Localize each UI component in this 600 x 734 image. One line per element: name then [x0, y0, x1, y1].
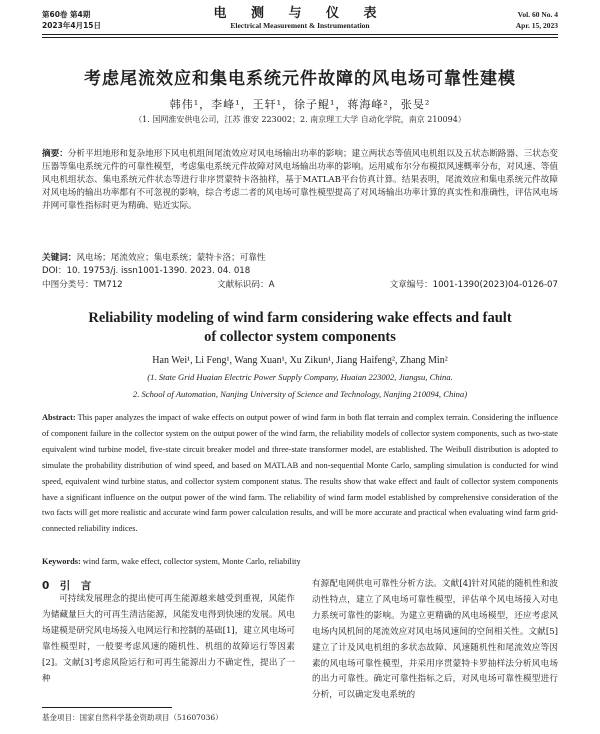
paper-title-en	[40, 309, 560, 347]
footnote-rule	[42, 707, 172, 708]
body-paragraph-left: 可持续发展理念的提出使可再生能源越来越受到重视，风能作为储藏量巨大的可再生清洁能源，风能发电得到快速的发展。风电场建模是研究风电场接入电网运行和控制的基础[1]，建立风电场可靠性模型时，一般要考虑风速的随机性、机组的故障运行等因素[2]。文献[3]考虑风险运行和可再生能源出力不确定性，提出了一种	[42, 594, 295, 684]
affiliation-en-1: (1. State Grid Huaian Electric Power Supply Company, Huaian 223002, Jiangsu, China.	[147, 372, 453, 382]
abstract-cn-label: 摘要：	[42, 149, 68, 159]
keywords-cn-text: 风电场；尾流效应；集电系统；蒙特卡洛；可靠性	[76, 253, 266, 263]
abstract-en-label: Abstract:	[42, 413, 76, 422]
header-volume-info	[42, 9, 101, 31]
header-volume-cn: 第60卷 第4期	[42, 10, 91, 19]
article-number: 文章编号：1001-1390(2023)04-0126-07	[389, 280, 558, 290]
abstract-cn-text: 分析平坦地形和复杂地形下风电机组间尾流效应对风电场输出功率的影响；建立两状态等值风电机组以及五状态断路器、三状态变压器等集电系统元件的可靠性模型，考虑集电系统元件故障对风电场输出功率的影响。运用威布尔分布模拟风速概率分布，对风速、等值风电机组状态、集电系统元件状态等进行非序贯蒙特卡洛抽样，基于MATLAB平台仿真计算。结果表明，尾流效应和集电系统元件故障对风电场的输出功率都有不可忽视的影响，综合考虑二者的风电场可靠性模型提高了对风场输出功率计算的真实性和准确性，评估风电场并网可靠性指标时更为精确、贴近实际。	[42, 149, 558, 212]
paper-title-en-line1: Reliability modeling of wind farm considering wake effects and fault	[88, 310, 512, 326]
header-rule-thin	[42, 37, 558, 38]
abstract-cn	[42, 148, 558, 213]
affiliation-cn: （1. 国网淮安供电公司，江苏 淮安 223002；2. 南京理工大学 自动化学院，南京 210094）	[134, 115, 466, 124]
body-column-left	[42, 592, 295, 687]
journal-masthead	[170, 7, 430, 31]
journal-title-en: Electrical Measurement & Instrumentation	[230, 21, 370, 30]
keywords-en-label: Keywords:	[42, 557, 81, 566]
keywords-en-text: wind farm, wake effect, collector system, Monte Carlo, reliability	[80, 557, 301, 566]
abstract-en	[42, 410, 558, 537]
doi: DOI：10. 19753/j. issn1001-1390. 2023. 04. 018	[42, 266, 251, 276]
authors-en: Han Wei¹, Li Feng¹, Wang Xuan¹, Xu Zikun¹, Jiang Haifeng², Zhang Min²	[152, 355, 448, 366]
clc-number: 中图分类号：TM712	[42, 280, 123, 290]
paper-title-en-line2: of collector system components	[204, 329, 396, 345]
keywords-cn-label: 关键词：	[42, 253, 77, 263]
classification-row	[42, 279, 558, 291]
header-date-en: Apr. 15, 2023	[515, 21, 558, 30]
body-paragraph-right: 有源配电网供电可靠性分析方法。文献[4]针对风能的随机性和波动性特点，建立了风电场可靠性模型，评估单个风电场接入对电力系统可靠性的影响。为建立更精确的风电场模型，还应考虑风电场内风机间的尾流效应对风电场风速间的空间相关性。文献[5]建立了计及风电机组的多状态故障、风速随机性和尾流效应等因素的风电场可靠性模型，并采用序贯蒙特卡罗抽样法分析风电场的出力可靠性。确定可靠性指标之后，对风电场可靠性模型进行分析，可以确定发电系统的	[312, 579, 558, 701]
body-column-right	[312, 577, 558, 704]
affiliation-en-2: 2. School of Automation, Nanjing University of Science and Technology, Nanjing 210094, China)	[132, 389, 468, 399]
header-date-cn: 2023年4月15日	[42, 21, 102, 30]
funding-footnote: 基金项目：国家自然科学基金资助项目（51607036）	[42, 713, 223, 722]
paper-title-cn: 考虑尾流效应和集电系统元件故障的风电场可靠性建模	[84, 69, 516, 89]
authors-cn: 韩伟¹，李峰¹，王轩¹，徐子鲲¹，蒋海峰²，张旻²	[169, 98, 431, 111]
journal-title-cn: 电 测 与 仪 表	[213, 6, 387, 21]
keywords-en	[42, 556, 558, 568]
document-code: 文献标识码：A	[217, 280, 275, 290]
abstract-en-text: This paper analyzes the impact of wake effects on output power of wind farm in both flat terrain and complex terrain. Considering the influence of component failure in the collector system on the output power of the wind farm, the reliability models of collector system components, such as two-state equivalent wind turbine model, five-state circuit breaker model and three-state transformer model, are established. The Weibull distribution is adopted to simulate the probability distribution of wind speed, and based on MATLAB and non-sequential Monte Carlo, sampling simulation is conducted for wind speed, equivalent wind turbine status, and collector system component status. The results show that wake effect and fault of collector system components have a significant influence on the output power of the wind farm. The reliability of wind farm model established by comprehensive consideration of the two facts will get more realistic and accurate wind farm power calculation results, and will be more accurate and practical when evaluating wind farm grid-connected reliability indices.	[42, 413, 558, 534]
header-issue-info	[516, 9, 558, 31]
keywords-cn	[42, 252, 558, 264]
header-rule-thick	[42, 34, 558, 35]
header-volume-en: Vol. 60 No. 4	[517, 10, 558, 19]
section-heading-introduction: 0 引 言	[42, 580, 92, 592]
